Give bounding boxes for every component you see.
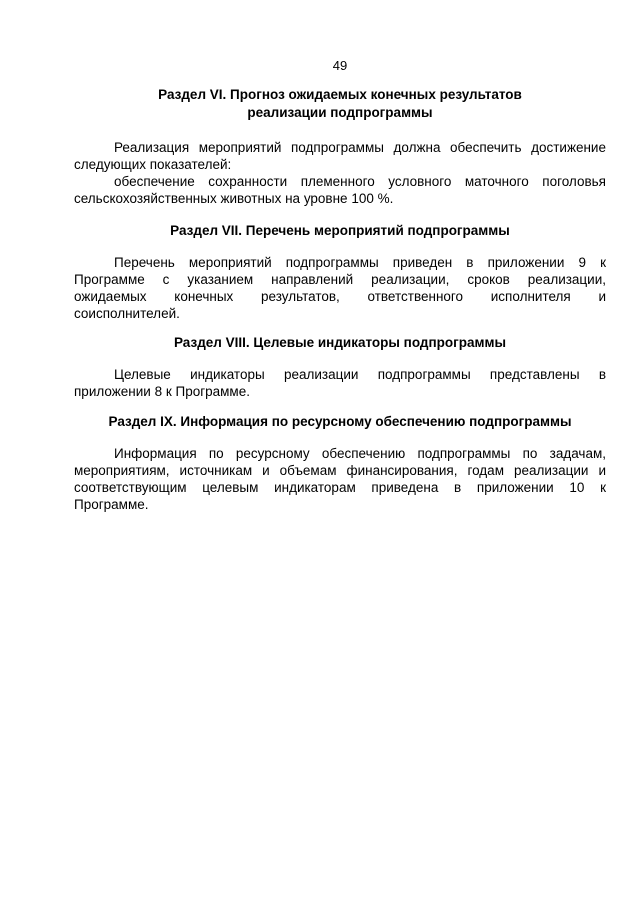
section-6-heading-line-1: Раздел VI. Прогноз ожидаемых конечных результатов [158,87,522,102]
section-9-heading: Раздел IX. Информация по ресурсному обеспечению подпрограммы [108,414,572,429]
section-7-line-3: ожидаемых конечных результатов, ответственного исполнителя и [74,289,606,304]
section-6-paragraph-1-line-2: следующих показателей: [74,157,232,172]
section-9-line-1: Информация по ресурсному обеспечению подпрограммы по задачам, [114,446,606,461]
section-9-line-3: соответствующим целевым индикаторам приведена в приложении 10 к [74,480,606,495]
section-7-heading: Раздел VII. Перечень мероприятий подпрограммы [170,223,510,238]
section-7-line-1: Перечень мероприятий подпрограммы приведен в приложении 9 к [114,255,606,270]
section-8-heading: Раздел VIII. Целевые индикаторы подпрограммы [173,335,506,350]
section-8-line-2: приложении 8 к Программе. [74,384,250,399]
page-number: 49 [332,58,348,73]
section-9-line-4: Программе. [74,497,149,512]
section-6-paragraph-2-line-2: сельскохозяйственных животных на уровне 100 %. [74,191,394,206]
section-6-paragraph-2-line-1: обеспечение сохранности племенного условного маточного поголовья [114,174,606,189]
section-6-paragraph-1-line-1: Реализация мероприятий подпрограммы должна обеспечить достижение [114,140,606,155]
section-6-heading-line-2: реализации подпрограммы [247,105,433,120]
section-7-line-2: Программе с указанием направлений реализации, сроков реализации, [74,272,606,287]
section-9-line-2: мероприятиям, источникам и объемам финансирования, годам реализации и [74,463,606,478]
section-8-line-1: Целевые индикаторы реализации подпрограммы представлены в [114,367,606,382]
section-7-line-4: соисполнителей. [74,306,180,321]
